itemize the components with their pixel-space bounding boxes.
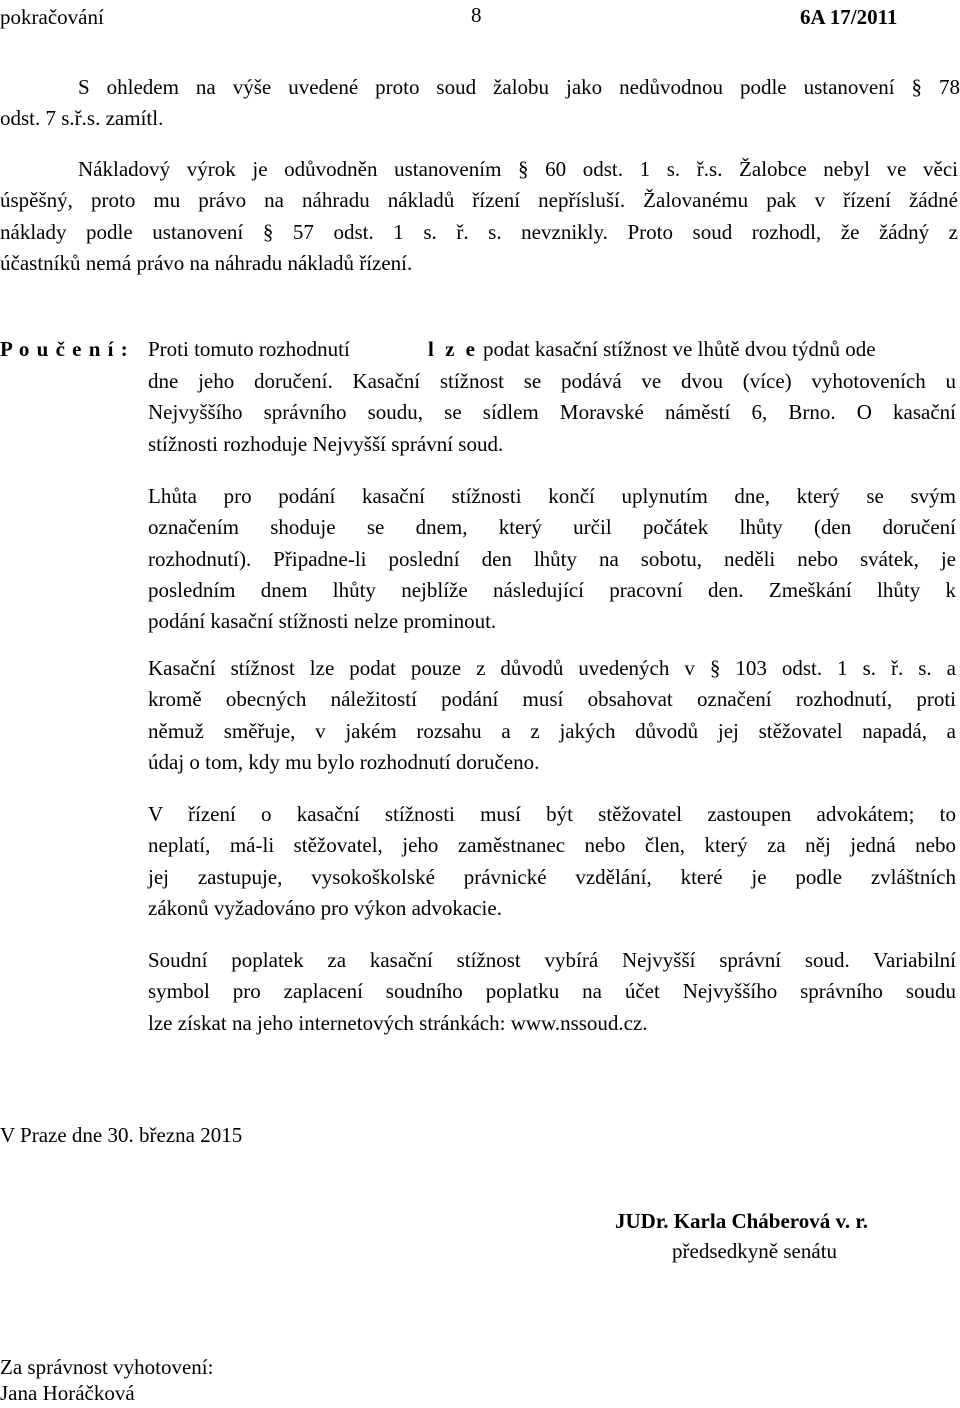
instruction-lze: l z e <box>428 337 478 361</box>
text-line: Lhůta pro podání kasační stížnosti končí uplynutím dne, který se svým <box>148 484 956 508</box>
text-line: neplatí, má-li stěžovatel, jeho zaměstnanec nebo člen, který za něj jedná nebo <box>148 833 956 858</box>
text-line: účastníků nemá právo na náhradu nákladů řízení. <box>0 250 413 275</box>
header-left: pokračování <box>0 5 104 29</box>
paragraph-deadline <box>148 481 956 637</box>
text-line: stížnosti rozhoduje Nejvyšší správní soud. <box>148 431 504 456</box>
text-line: náklady podle ustanovení § 57 odst. 1 s. ř. s. nevznikly. Proto soud rozhodl, že žádný z <box>0 219 958 244</box>
text-line: lze získat na jeho internetových stránkách: www.nssoud.cz. <box>148 1010 648 1035</box>
paragraph-dismissal <box>0 72 960 135</box>
instruction-first-line-a: Proti tomuto rozhodnutí <box>148 337 350 361</box>
paragraph-representation <box>148 799 956 924</box>
paragraph-fee <box>148 945 956 1039</box>
text-line: jej zastupuje, vysokoškolské právnické vzdělání, které je podle zvláštních <box>148 864 956 889</box>
text-line: úspěšný, proto mu právo na náhradu nákladů řízení nepřísluší. Žalovanému pak v řízení žádné <box>0 188 958 213</box>
text-line: rozhodnutí). Připadne-li poslední den lhůty na sobotu, neděli nebo svátek, je <box>148 546 956 571</box>
footer-name: Jana Horáčková <box>0 1381 135 1405</box>
footer-label: Za správnost vyhotovení: <box>0 1355 214 1379</box>
text-line: Nákladový výrok je odůvodněn ustanovením § 60 odst. 1 s. ř.s. Žalobce nebyl ve věci <box>78 157 958 181</box>
place-date: V Praze dne 30. března 2015 <box>0 1123 243 1147</box>
text-line: Kasační stížnost lze podat pouze z důvodů uvedených v § 103 odst. 1 s. ř. s. a <box>148 656 956 680</box>
paragraph-costs <box>0 154 958 279</box>
instruction-paragraph <box>148 366 956 460</box>
instruction-first-line-b: podat kasační stížnost ve lhůtě dvou týdnů ode <box>483 337 876 361</box>
text-line: údaj o tom, kdy mu bylo rozhodnutí doručeno. <box>148 749 540 774</box>
text-line: posledním dnem lhůty nejblíže následující pracovní den. Zmeškání lhůty k <box>148 577 956 602</box>
text-line: Soudní poplatek za kasační stížnost vybírá Nejvyšší správní soud. Variabilní <box>148 948 956 972</box>
paragraph-grounds <box>148 653 956 778</box>
text-line: označením shoduje se dnem, který určil počátek lhůty (den doručení <box>148 515 956 540</box>
text-line: symbol pro zaplacení soudního poplatku na účet Nejvyššího správního soudu <box>148 979 956 1004</box>
text-line: podání kasační stížnosti nelze prominout. <box>148 609 497 634</box>
signature-role: předsedkyně senátu <box>672 1239 838 1263</box>
text-line: V řízení o kasační stížnosti musí být stěžovatel zastoupen advokátem; to <box>148 802 956 826</box>
text-line: S ohledem na výše uvedené proto soud žalobu jako nedůvodnou podle ustanovení § 78 <box>78 75 960 99</box>
signature-name: JUDr. Karla Cháberová v. r. <box>615 1209 868 1233</box>
instruction-label: P o u č e n í : <box>0 337 129 361</box>
text-line: dne jeho doručení. Kasační stížnost se podává ve dvou (více) vyhotoveních u <box>148 369 956 393</box>
text-line: zákonů vyžadováno pro výkon advokacie. <box>148 895 502 920</box>
text-line: Nejvyššího správního soudu, se sídlem Moravské náměstí 6, Brno. O kasační <box>148 400 956 425</box>
text-line: odst. 7 s.ř.s. zamítl. <box>0 106 164 131</box>
case-number: 6A 17/2011 <box>800 5 898 29</box>
page-number: 8 <box>471 3 482 27</box>
text-line: kromě obecných náležitostí podání musí obsahovat označení rozhodnutí, proti <box>148 687 956 712</box>
text-line: němuž směřuje, v jakém rozsahu a z jakých důvodů jej stěžovatel napadá, a <box>148 718 956 743</box>
